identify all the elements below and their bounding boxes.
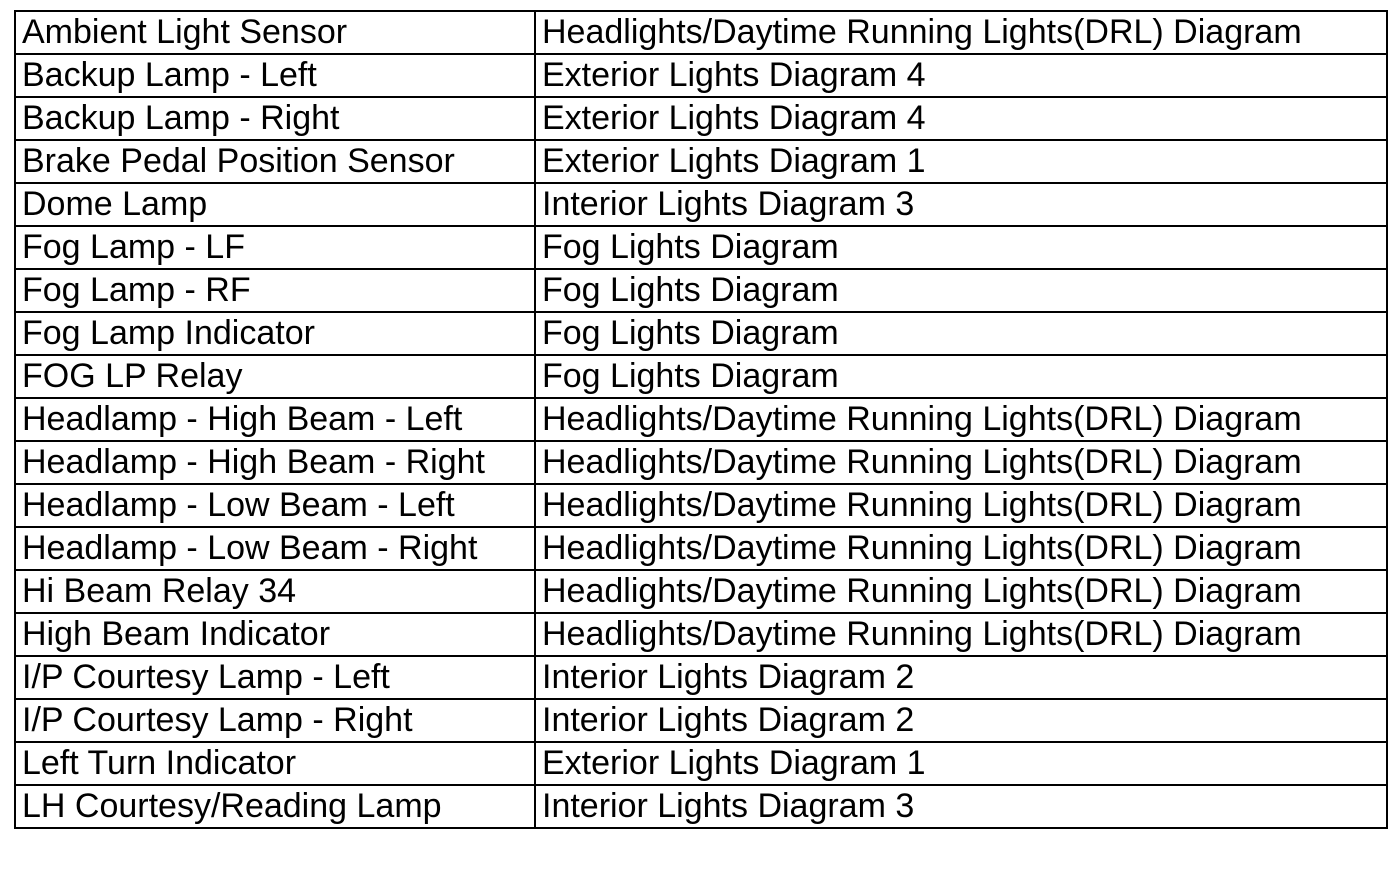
component-name-cell: High Beam Indicator xyxy=(15,613,535,656)
table-row xyxy=(15,398,1387,441)
diagram-reference-cell: Headlights/Daytime Running Lights(DRL) Diagram xyxy=(535,398,1387,441)
component-name-cell: Backup Lamp - Left xyxy=(15,54,535,97)
component-name-cell: Fog Lamp Indicator xyxy=(15,312,535,355)
diagram-reference-cell: Fog Lights Diagram xyxy=(535,312,1387,355)
table-row xyxy=(15,656,1387,699)
table-row xyxy=(15,312,1387,355)
table-row xyxy=(15,742,1387,785)
table-row xyxy=(15,97,1387,140)
table-row xyxy=(15,11,1387,54)
diagram-reference-cell: Headlights/Daytime Running Lights(DRL) Diagram xyxy=(535,441,1387,484)
table-row xyxy=(15,785,1387,828)
component-name-cell: I/P Courtesy Lamp - Left xyxy=(15,656,535,699)
diagram-reference-cell: Headlights/Daytime Running Lights(DRL) Diagram xyxy=(535,527,1387,570)
component-name-cell: FOG LP Relay xyxy=(15,355,535,398)
component-name-cell: Hi Beam Relay 34 xyxy=(15,570,535,613)
component-name-cell: Fog Lamp - LF xyxy=(15,226,535,269)
table-row xyxy=(15,699,1387,742)
component-name-cell: Fog Lamp - RF xyxy=(15,269,535,312)
table-row xyxy=(15,570,1387,613)
diagram-reference-cell: Exterior Lights Diagram 4 xyxy=(535,54,1387,97)
table-row xyxy=(15,441,1387,484)
table-row xyxy=(15,140,1387,183)
diagram-reference-cell: Interior Lights Diagram 3 xyxy=(535,785,1387,828)
diagram-reference-cell: Interior Lights Diagram 3 xyxy=(535,183,1387,226)
table-row xyxy=(15,226,1387,269)
component-name-cell: I/P Courtesy Lamp - Right xyxy=(15,699,535,742)
component-name-cell: Dome Lamp xyxy=(15,183,535,226)
diagram-reference-cell: Exterior Lights Diagram 1 xyxy=(535,742,1387,785)
component-name-cell: Headlamp - Low Beam - Right xyxy=(15,527,535,570)
diagram-reference-cell: Headlights/Daytime Running Lights(DRL) Diagram xyxy=(535,11,1387,54)
table-row xyxy=(15,355,1387,398)
diagram-reference-cell: Exterior Lights Diagram 1 xyxy=(535,140,1387,183)
table-row xyxy=(15,269,1387,312)
component-name-cell: Ambient Light Sensor xyxy=(15,11,535,54)
diagram-reference-cell: Fog Lights Diagram xyxy=(535,226,1387,269)
component-diagram-table xyxy=(14,10,1388,829)
table-row xyxy=(15,54,1387,97)
table-row xyxy=(15,613,1387,656)
table-row xyxy=(15,527,1387,570)
diagram-reference-cell: Interior Lights Diagram 2 xyxy=(535,656,1387,699)
component-name-cell: Headlamp - High Beam - Right xyxy=(15,441,535,484)
table-body xyxy=(15,11,1387,828)
diagram-reference-cell: Headlights/Daytime Running Lights(DRL) Diagram xyxy=(535,570,1387,613)
component-name-cell: LH Courtesy/Reading Lamp xyxy=(15,785,535,828)
diagram-reference-cell: Headlights/Daytime Running Lights(DRL) Diagram xyxy=(535,484,1387,527)
component-name-cell: Headlamp - High Beam - Left xyxy=(15,398,535,441)
diagram-reference-cell: Interior Lights Diagram 2 xyxy=(535,699,1387,742)
diagram-reference-cell: Fog Lights Diagram xyxy=(535,355,1387,398)
component-name-cell: Left Turn Indicator xyxy=(15,742,535,785)
diagram-reference-cell: Fog Lights Diagram xyxy=(535,269,1387,312)
component-name-cell: Brake Pedal Position Sensor xyxy=(15,140,535,183)
diagram-reference-cell: Headlights/Daytime Running Lights(DRL) Diagram xyxy=(535,613,1387,656)
table-row xyxy=(15,183,1387,226)
table-row xyxy=(15,484,1387,527)
diagram-reference-cell: Exterior Lights Diagram 4 xyxy=(535,97,1387,140)
component-name-cell: Backup Lamp - Right xyxy=(15,97,535,140)
component-name-cell: Headlamp - Low Beam - Left xyxy=(15,484,535,527)
